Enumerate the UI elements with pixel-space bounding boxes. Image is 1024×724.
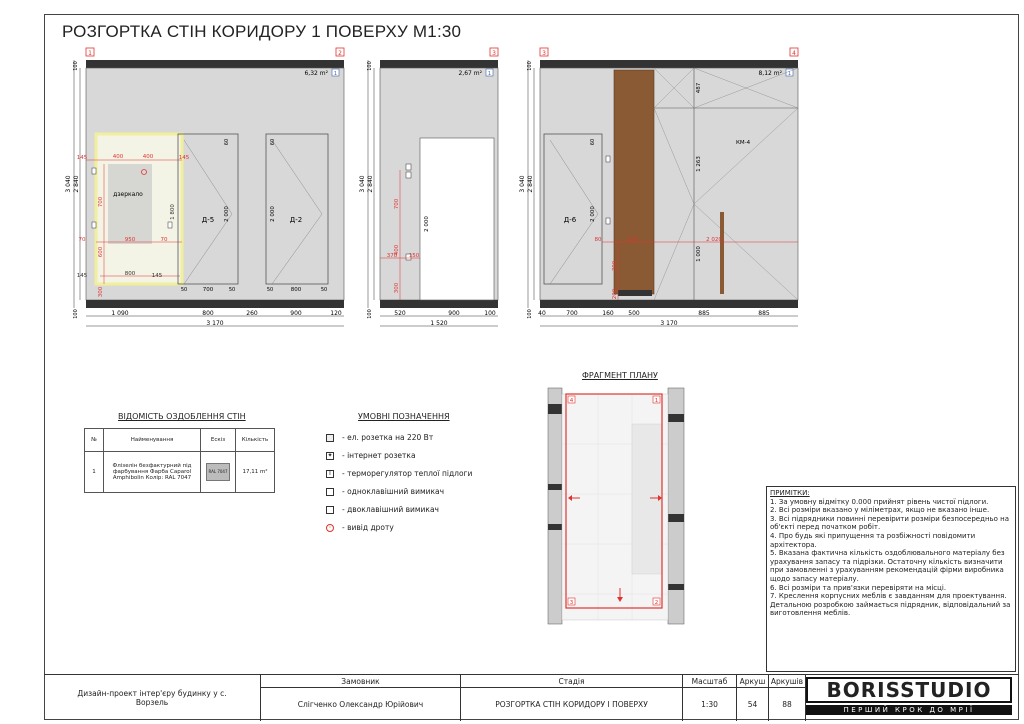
- svg-text:3: 3: [492, 50, 496, 57]
- svg-text:150: 150: [408, 253, 420, 259]
- svg-text:3 040: 3 040: [519, 175, 526, 193]
- svg-text:Д-2: Д-2: [289, 216, 303, 224]
- svg-text:2 840: 2 840: [367, 175, 374, 193]
- finishes-table: № Найменування Ескіз Кількість 1 Флізелін безфактурний під фарбування Фарба Caparol Amphibolin Колір: RAL 7047 RAL 7047 17,11 m²: [84, 428, 275, 493]
- svg-text:2 020: 2 020: [706, 237, 722, 243]
- svg-text:Д-6: Д-6: [563, 216, 577, 224]
- svg-text:120: 120: [330, 310, 342, 317]
- elevation-3: [514, 44, 814, 334]
- svg-text:520: 520: [394, 310, 406, 317]
- elevation-2: [354, 44, 514, 334]
- svg-text:160: 160: [602, 310, 614, 317]
- svg-text:8,12 m²: 8,12 m²: [758, 70, 782, 77]
- svg-text:500: 500: [628, 310, 640, 317]
- legend-title: УМОВНІ ПОЗНАЧЕННЯ: [358, 412, 450, 421]
- svg-text:700: 700: [98, 196, 104, 208]
- svg-text:80: 80: [594, 237, 602, 243]
- svg-text:885: 885: [698, 310, 710, 317]
- svg-text:370: 370: [386, 253, 398, 259]
- svg-text:70: 70: [160, 237, 168, 243]
- svg-text:145: 145: [151, 273, 163, 279]
- svg-text:145: 145: [76, 155, 88, 161]
- mirror-label: дзеркало: [113, 191, 143, 198]
- svg-text:50: 50: [228, 287, 236, 293]
- sheets-value: 88: [768, 687, 806, 721]
- svg-text:100: 100: [527, 309, 533, 319]
- svg-text:3 170: 3 170: [660, 320, 678, 327]
- customer-name: Слігченко Олександр Юрійович: [260, 687, 460, 721]
- svg-text:50: 50: [266, 287, 274, 293]
- svg-text:900: 900: [448, 310, 460, 317]
- height-dim-total: 3 040: [65, 175, 72, 193]
- svg-text:100: 100: [367, 309, 373, 319]
- svg-text:700: 700: [566, 310, 578, 317]
- elevation-1: [60, 44, 360, 334]
- svg-text:4: 4: [792, 50, 796, 57]
- sheet-value: 54: [736, 687, 768, 721]
- svg-text:400: 400: [142, 154, 154, 160]
- svg-text:900: 900: [290, 310, 302, 317]
- svg-text:1 090: 1 090: [111, 310, 129, 317]
- legend-item: T - терморегулятор теплої підлоги: [326, 469, 472, 478]
- svg-text:1 000: 1 000: [696, 246, 702, 262]
- svg-text:320: 320: [626, 237, 638, 243]
- svg-text:400: 400: [394, 244, 400, 256]
- svg-text:50: 50: [180, 287, 188, 293]
- svg-text:3: 3: [569, 600, 574, 606]
- svg-text:700: 700: [612, 260, 618, 272]
- studio-logo: BORISSTUDIO ПЕРШИЙ КРОК ДО МРІЇ: [806, 677, 1012, 715]
- finishes-title: ВІДОМІСТЬ ОЗДОБЛЕННЯ СТІН: [118, 412, 246, 421]
- svg-text:700: 700: [394, 198, 400, 210]
- page-title: РОЗГОРТКА СТІН КОРИДОРУ 1 ПОВЕРХУ М1:30: [62, 22, 462, 41]
- svg-text:200: 200: [612, 288, 618, 300]
- bottom-dim: 100: [73, 309, 79, 319]
- svg-text:40: 40: [538, 310, 546, 317]
- marker-right: 2: [338, 50, 342, 57]
- furniture-label: КМ-4: [736, 140, 751, 146]
- wire-outlet-icon: ◦: [326, 524, 334, 532]
- notes-box: ПРИМІТКИ: 1. За умовну відмітку 0.000 прийнят рівень чистої підлоги. 2. Всі розміри вказано у міліметрах, якщо не вказано інше. 3. Всі підрядники повинні перевірити розміри безпосередньо на об'єкті перед початком робіт. 4. Про будь які припущення та розбіжності повідомити архітектора. 5. Вказана фактична кількість оздоблювального матеріалу без урахування запасу та підрізки. Остаточну кількість визначити при замовленні з урахуванням рекомендацій фірми виробника щодо запасу матеріалу. 6. Всі розміри та прив'язки перевіряти на місці. 7. Креслення корпусних меблів є завданням для проектування. Детальною розробкою займається підрядник, відповідальний за виготовлення меблів.: [766, 486, 1016, 672]
- svg-text:2 000: 2 000: [270, 206, 276, 222]
- legend-item: ◦ - вивід дроту: [326, 523, 394, 532]
- height-dim-clear: 2 840: [73, 175, 80, 193]
- wood-handle: [720, 212, 724, 294]
- svg-text:4: 4: [569, 398, 574, 404]
- plan-fragment: [540, 384, 690, 630]
- svg-text:1 263: 1 263: [696, 156, 702, 172]
- thermostat-icon: T: [326, 470, 334, 478]
- color-swatch: RAL 7047: [206, 463, 230, 481]
- svg-text:145: 145: [76, 273, 88, 279]
- area-badge: 1: [333, 71, 338, 77]
- svg-text:300: 300: [98, 286, 104, 298]
- plan-title: ФРАГМЕНТ ПЛАНУ: [582, 371, 658, 380]
- svg-text:800: 800: [290, 287, 302, 293]
- svg-text:60: 60: [224, 138, 230, 146]
- socket-icon: [326, 434, 334, 442]
- svg-text:1 800: 1 800: [170, 204, 176, 220]
- legend-item: - двоклавішний вимикач: [326, 505, 439, 514]
- svg-text:3: 3: [542, 50, 546, 57]
- svg-text:400: 400: [112, 154, 124, 160]
- svg-text:2 000: 2 000: [224, 206, 230, 222]
- svg-text:100: 100: [367, 61, 373, 71]
- title-block: Дизайн-проект інтер'єру будинку у с. Ворзель Замовник Слігченко Олександр Юрійович Стадія РОЗГОРТКА СТІН КОРИДОРУ І ПОВЕРХУ Масштаб 1:30 Аркуш 54 Аркушів 88: [44, 674, 1019, 721]
- stage-name: РОЗГОРТКА СТІН КОРИДОРУ І ПОВЕРХУ: [460, 687, 682, 721]
- svg-text:300: 300: [394, 282, 400, 294]
- svg-text:100: 100: [527, 61, 533, 71]
- wood-cabinet: [614, 70, 654, 294]
- svg-text:1: 1: [487, 71, 492, 77]
- svg-text:2 840: 2 840: [527, 175, 534, 193]
- svg-text:2,67 m²: 2,67 m²: [458, 70, 482, 77]
- svg-text:260: 260: [246, 310, 258, 317]
- svg-text:800: 800: [202, 310, 214, 317]
- svg-text:1 520: 1 520: [430, 320, 448, 327]
- svg-text:3 040: 3 040: [359, 175, 366, 193]
- svg-text:1: 1: [654, 398, 659, 404]
- scale-value: 1:30: [682, 687, 736, 721]
- svg-text:50: 50: [320, 287, 328, 293]
- table-row: 1 Флізелін безфактурний під фарбування Фарба Caparol Amphibolin Колір: RAL 7047 RAL 7047 17,11 m²: [85, 452, 275, 493]
- svg-text:100: 100: [484, 310, 496, 317]
- area-label: 6,32 m²: [304, 70, 328, 77]
- svg-text:700: 700: [202, 287, 214, 293]
- svg-text:885: 885: [758, 310, 770, 317]
- svg-text:1: 1: [787, 71, 792, 77]
- svg-text:2 000: 2 000: [424, 216, 430, 232]
- marker-left: 1: [88, 50, 92, 57]
- svg-text:600: 600: [98, 246, 104, 258]
- double-switch-icon: [326, 506, 334, 514]
- single-switch-icon: [326, 488, 334, 496]
- svg-text:487: 487: [696, 82, 702, 94]
- door-label: Д-5: [201, 216, 215, 224]
- door-opening: [420, 138, 494, 300]
- legend-item: ✦ - інтернет розетка: [327, 451, 416, 460]
- top-dim: 100: [73, 61, 79, 71]
- internet-socket-icon: ✦: [327, 452, 333, 459]
- svg-text:2: 2: [654, 600, 659, 606]
- svg-text:950: 950: [124, 237, 136, 243]
- legend-item: - ел. розетка на 220 Вт: [326, 433, 433, 442]
- svg-text:800: 800: [124, 271, 136, 277]
- svg-text:2 000: 2 000: [590, 206, 596, 222]
- project-name: Дизайн-проект інтер'єру будинку у с. Ворзель: [77, 689, 227, 707]
- svg-text:70: 70: [78, 237, 86, 243]
- svg-text:145: 145: [178, 155, 190, 161]
- legend-item: - одноклавішний вимикач: [326, 487, 444, 496]
- total-width: 3 170: [206, 320, 224, 327]
- svg-text:60: 60: [590, 138, 596, 146]
- svg-text:60: 60: [270, 138, 276, 146]
